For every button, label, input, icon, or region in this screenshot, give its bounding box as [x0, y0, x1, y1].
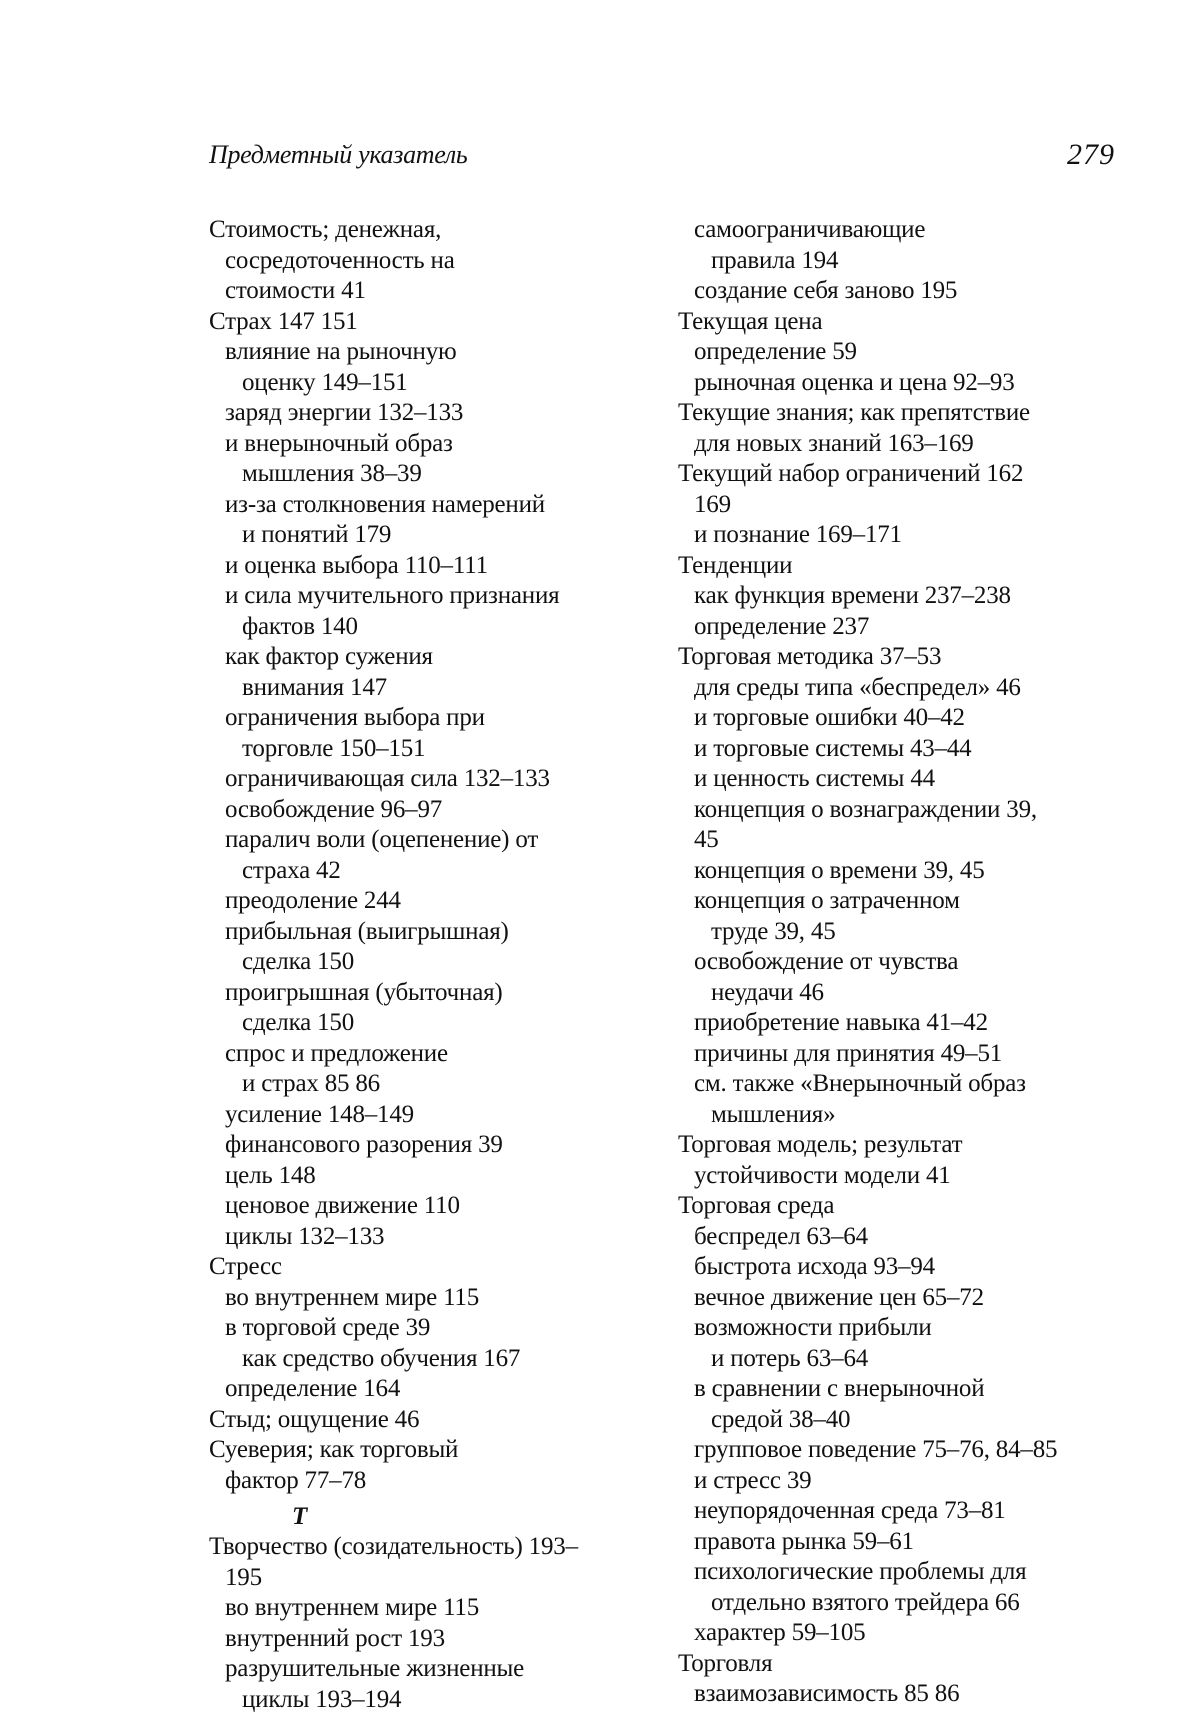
- index-entry: 169: [694, 490, 731, 518]
- index-entry: и стресс 39: [694, 1466, 812, 1494]
- index-entry: стоимости 41: [225, 277, 366, 304]
- index-entry: циклы 132–133: [225, 1222, 385, 1250]
- index-entry: причины для принятия 49–51: [694, 1039, 1003, 1067]
- index-entry: быстрота исхода 93–94: [694, 1253, 935, 1280]
- index-entry: проигрышная (убыточная): [225, 978, 503, 1006]
- index-entry: правота рынка 59–61: [694, 1527, 914, 1555]
- index-entry: отдельно взятого трейдера 66: [711, 1588, 1020, 1616]
- index-entry: сделка 150: [242, 948, 355, 975]
- index-entry: финансового разорения 39: [225, 1131, 503, 1158]
- index-entry: устойчивости модели 41: [694, 1161, 951, 1189]
- running-title: Предметный указатель: [209, 140, 468, 169]
- index-entry: страха 42: [242, 856, 341, 884]
- index-entry: взаимозависимость 85 86: [694, 1680, 960, 1707]
- index-entry: концепция о затраченном: [694, 887, 960, 914]
- index-entry: Торговая методика 37–53: [678, 643, 942, 670]
- index-entry: 195: [225, 1563, 262, 1591]
- index-entry: средой 38–40: [711, 1405, 851, 1433]
- index-entry: Торговая модель; результат: [678, 1131, 963, 1158]
- index-entry: Стыд; ощущение 46: [209, 1405, 420, 1433]
- index-entry: Текущая цена: [678, 307, 823, 335]
- index-entry: ограничения выбора при: [225, 704, 485, 731]
- index-entry: самоограничивающие: [694, 216, 926, 243]
- index-entry: внимания 147: [242, 673, 387, 701]
- index-entry: Стресс: [209, 1253, 282, 1280]
- index-entry: неупорядоченная среда 73–81: [694, 1497, 1006, 1524]
- index-entry: во внутреннем мире 115: [225, 1283, 480, 1311]
- section-letter: Т: [292, 1503, 308, 1530]
- index-entry: возможности прибыли: [694, 1314, 932, 1341]
- index-entry: труде 39, 45: [711, 917, 836, 945]
- index-entry: и сила мучительного признания: [225, 582, 560, 609]
- index-entry: прибыльная (выигрышная): [225, 917, 509, 945]
- running-head: [209, 140, 1115, 180]
- index-entry: см. также «Внерыночный образ: [694, 1070, 1026, 1097]
- index-entry: концепция о вознаграждении 39,: [694, 795, 1037, 823]
- index-entry: в сравнении с внерыночной: [694, 1375, 985, 1402]
- index-entry: паралич воли (оцепенение) от: [225, 826, 539, 853]
- index-entry: заряд энергии 132–133: [225, 399, 464, 426]
- index-entry: и страх 85 86: [242, 1070, 380, 1097]
- index-entry: и торговые ошибки 40–42: [694, 704, 965, 731]
- index-entry: определение 59: [694, 338, 857, 365]
- index-entry: создание себя заново 195: [694, 277, 958, 304]
- index-entry: Суеверия; как торговый: [209, 1436, 459, 1463]
- index-entry: неудачи 46: [711, 978, 824, 1006]
- index-entry: оценку 149–151: [242, 368, 408, 396]
- page-number: 279: [1067, 138, 1115, 171]
- index-entry: Страх 147 151: [209, 307, 358, 335]
- index-entry: освобождение от чувства: [694, 948, 959, 975]
- index-entry: фактов 140: [242, 612, 358, 640]
- index-entry: освобождение 96–97: [225, 795, 443, 823]
- index-entry: 45: [694, 826, 719, 853]
- index-entry: во внутреннем мире 115: [225, 1594, 480, 1621]
- index-entry: Тенденции: [678, 551, 793, 579]
- index-entry: торговле 150–151: [242, 734, 426, 762]
- index-entry: правила 194: [711, 246, 839, 274]
- index-entry: и оценка выбора 110–111: [225, 551, 488, 579]
- index-entry: из-за столкновения намерений: [225, 490, 545, 518]
- index-entry: и внерыночный образ: [225, 429, 453, 457]
- index-entry: мышления»: [711, 1100, 836, 1128]
- index-entry: в торговой среде 39: [225, 1314, 431, 1341]
- index-entry: сосредоточенность на: [225, 246, 455, 274]
- index-entry: для среды типа «беспредел» 46: [694, 673, 1021, 701]
- index-entry: как средство обучения 167: [242, 1344, 521, 1372]
- index-entry: для новых знаний 163–169: [694, 429, 974, 457]
- index-entry: и понятий 179: [242, 521, 392, 548]
- index-column-left: [209, 215, 669, 1715]
- index-entry: ценовое движение 110: [225, 1192, 460, 1219]
- index-entry: концепция о времени 39, 45: [694, 856, 985, 884]
- index-entry: и познание 169–171: [694, 521, 902, 548]
- index-column-right: [678, 215, 1118, 1710]
- index-entry: как функция времени 237–238: [694, 582, 1011, 609]
- index-entry: Текущие знания; как препятствие: [678, 399, 1030, 426]
- index-entry: Творчество (созидательность) 193–: [209, 1533, 578, 1560]
- index-entry: и ценность системы 44: [694, 765, 935, 792]
- index-entry: влияние на рыночную: [225, 338, 457, 365]
- index-entry: беспредел 63–64: [694, 1222, 868, 1250]
- index-entry: цель 148: [225, 1161, 316, 1189]
- index-entry: Торговля: [678, 1649, 773, 1677]
- index-entry: сделка 150: [242, 1009, 355, 1036]
- index-entry: вечное движение цен 65–72: [694, 1283, 984, 1311]
- index-entry: определение 164: [225, 1375, 401, 1402]
- index-entry: характер 59–105: [694, 1619, 866, 1646]
- index-entry: мышления 38–39: [242, 460, 422, 487]
- index-entry: Стоимость; денежная,: [209, 216, 442, 243]
- index-entry: и торговые системы 43–44: [694, 734, 972, 762]
- index-entry: и потерь 63–64: [711, 1344, 869, 1372]
- index-entry: спрос и предложение: [225, 1039, 448, 1067]
- index-entry: циклы 193–194: [242, 1685, 402, 1713]
- index-entry: фактор 77–78: [225, 1466, 367, 1494]
- index-entry: как фактор сужения: [225, 643, 433, 670]
- index-entry: рыночная оценка и цена 92–93: [694, 368, 1015, 396]
- index-entry: определение 237: [694, 612, 870, 640]
- index-entry: Торговая среда: [678, 1192, 835, 1219]
- index-entry: ограничивающая сила 132–133: [225, 765, 550, 792]
- index-entry: групповое поведение 75–76, 84–85: [694, 1436, 1058, 1463]
- index-entry: внутренний рост 193: [225, 1624, 445, 1652]
- index-entry: преодоление 244: [225, 887, 401, 914]
- index-entry: разрушительные жизненные: [225, 1655, 525, 1682]
- index-entry: приобретение навыка 41–42: [694, 1009, 988, 1036]
- index-entry: психологические проблемы для: [694, 1558, 1027, 1585]
- index-entry: Текущий набор ограничений 162: [678, 460, 1024, 487]
- index-entry: усиление 148–149: [225, 1100, 414, 1128]
